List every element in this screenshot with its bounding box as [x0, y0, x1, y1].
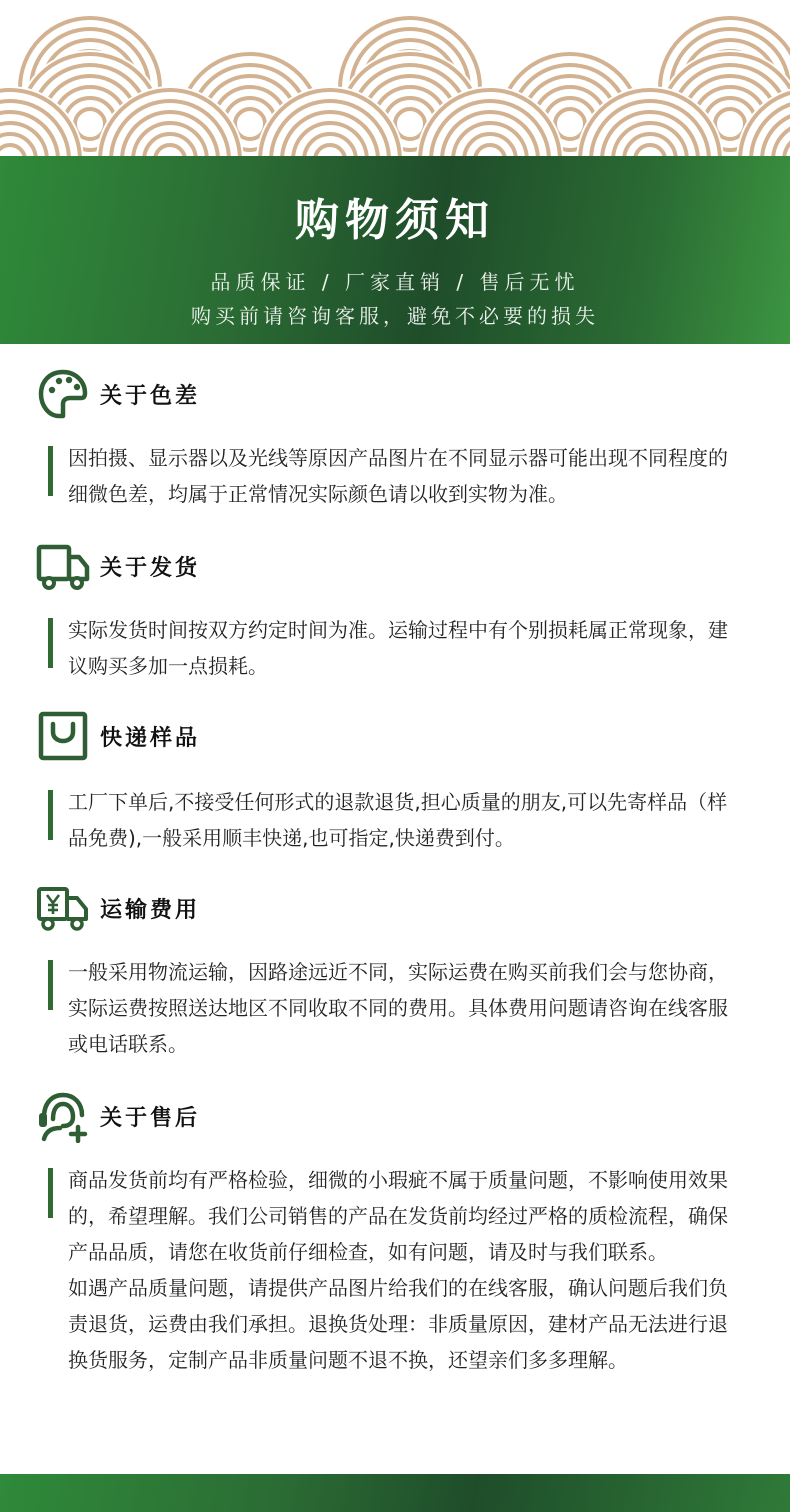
accent-bar — [48, 618, 53, 668]
yen-truck-icon — [36, 881, 90, 935]
section-header — [36, 880, 200, 936]
section-body — [48, 612, 740, 684]
section-paragraph: 因拍摄、显示器以及光线等原因产品图片在不同显示器可能出现不同程度的细微色差，均属于正常情况实际颜色请以收到实物为准。 — [68, 446, 728, 506]
page-title: 购物须知 — [295, 195, 495, 246]
section-title: 快递样品 — [100, 725, 201, 751]
section-header — [36, 1088, 200, 1144]
delivery-truck-icon — [36, 539, 90, 593]
banner-subtitle: 品质保证 / 厂家直销 / 售后无忧 — [210, 270, 580, 294]
section-body — [48, 784, 740, 856]
section-header — [36, 366, 200, 422]
section-header — [36, 708, 200, 764]
palette-icon — [36, 367, 90, 421]
section-header — [36, 538, 200, 594]
wave-pattern-header — [0, 0, 790, 156]
accent-bar — [48, 446, 53, 496]
accent-bar — [48, 790, 53, 840]
wave-pattern-graphic — [0, 0, 790, 156]
footer-bar — [0, 1474, 790, 1512]
section-title: 关于售后 — [100, 1105, 201, 1131]
customer-service-icon — [36, 1089, 90, 1143]
shopping-bag-icon — [36, 709, 90, 763]
section-title: 运输费用 — [100, 897, 201, 923]
section-title: 关于发货 — [100, 555, 201, 581]
banner-notice: 购买前请咨询客服，避免不必要的损失 — [191, 304, 599, 328]
section-body — [48, 1162, 740, 1378]
title-banner — [0, 156, 790, 344]
section-paragraph: 工厂下单后,不接受任何形式的退款退货,担心质量的朋友,可以先寄样品（样品免费),一般采用顺丰快递,也可指定,快递费到付。 — [68, 790, 728, 850]
section-title: 关于色差 — [100, 383, 201, 409]
section-body — [48, 954, 740, 1062]
section-paragraph: 如遇产品质量问题，请提供产品图片给我们的在线客服，确认问题后我们负责退货，运费由我们承担。退换货处理：非质量原因，建材产品无法进行退换货服务，定制产品非质量问题不退不换，还望亲们多多理解。 — [68, 1276, 728, 1372]
accent-bar — [48, 1168, 53, 1218]
section-paragraph: 商品发货前均有严格检验，细微的小瑕疵不属于质量问题，不影响使用效果的，希望理解。我们公司销售的产品在发货前均经过严格的质检流程，确保产品品质，请您在收货前仔细检查，如有问题，请及时与我们联系。 — [68, 1168, 728, 1264]
section-paragraph: 实际发货时间按双方约定时间为准。运输过程中有个别损耗属正常现象，建议购买多加一点损耗。 — [68, 618, 728, 678]
section-paragraph: 一般采用物流运输，因路途远近不同，实际运费在购买前我们会与您协商，实际运费按照送达地区不同收取不同的费用。具体费用问题请咨询在线客服或电话联系。 — [68, 960, 728, 1056]
accent-bar — [48, 960, 53, 1010]
section-body — [48, 440, 740, 512]
